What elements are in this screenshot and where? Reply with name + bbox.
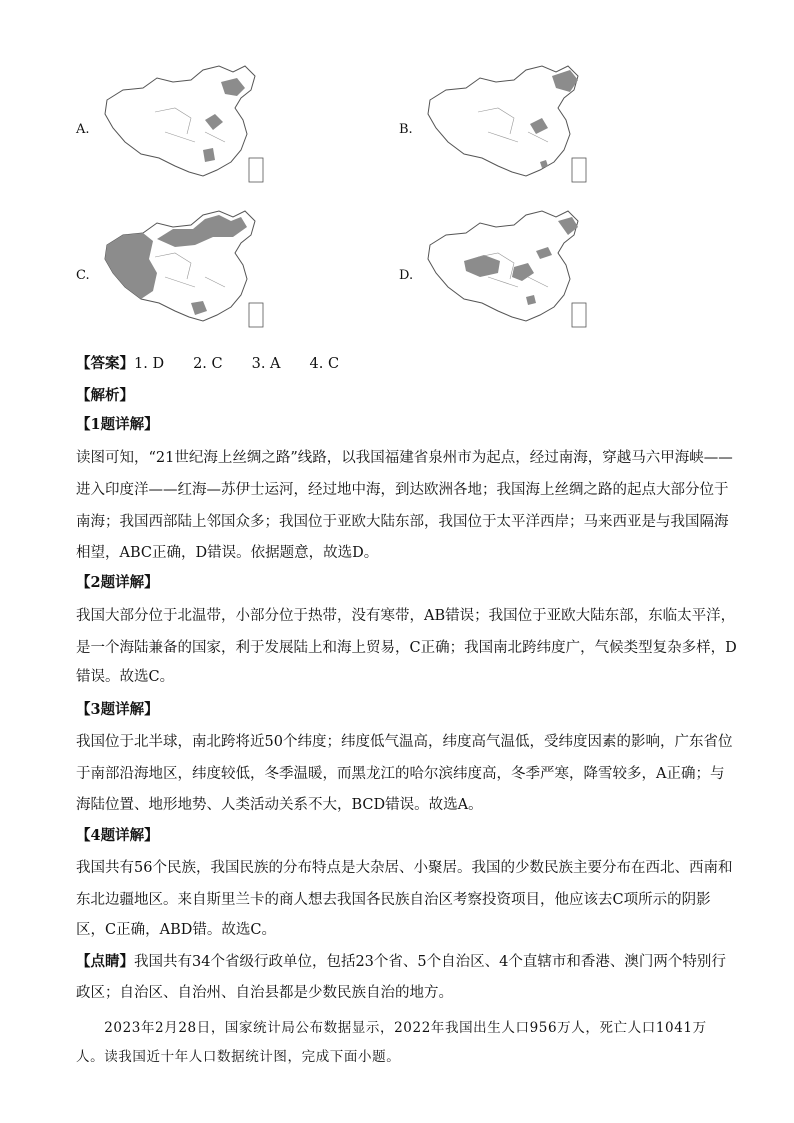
option-a-map	[95, 62, 285, 190]
tip-line-2: 政区；自治区、自治州、自治县都是少数民族自治的地方。	[76, 985, 453, 1001]
option-b-map	[418, 62, 608, 190]
q1-line-3: 南海；我国西部陆上邻国众多；我国位于亚欧大陆东部，我国位于太平洋西岸；马来西亚是与我国隔海	[76, 514, 729, 530]
q1-heading: 【1题详解】	[76, 416, 159, 433]
q3-line-2: 于南部沿海地区，纬度较低，冬季温暖，而黑龙江的哈尔滨纬度高，冬季严寒，降雪较多，A正确；与	[76, 766, 725, 782]
q1-line-1: 读图可知，“21世纪海上丝绸之路”线路，以我国福建省泉州市为起点，经过南海，穿越马六甲海峡——	[76, 450, 733, 466]
china-map-d	[418, 207, 608, 335]
q4-line-2: 东北边疆地区。来自斯里兰卡的商人想去我国各民族自治区考察投资项目，他应该去C项所示的阴影	[76, 892, 711, 908]
analysis-label: 【解析】	[76, 387, 134, 404]
q1-line-4: 相望，ABC正确，D错误。依据题意，故选D。	[76, 545, 379, 561]
q2-line-3: 错误。故选C。	[76, 669, 175, 685]
q4-line-3: 区，C正确，ABD错。故选C。	[76, 922, 276, 938]
q2-line-2: 是一个海陆兼备的国家，利于发展陆上和海上贸易，C正确；我国南北跨纬度广，气候类型复杂多样，D	[76, 640, 737, 656]
china-map-a	[95, 62, 285, 190]
option-a-label: A.	[76, 122, 90, 137]
intro-line-1: 2023年2月28日，国家统计局公布数据显示，2022年我国出生人口956万人，死亡人口1041万	[76, 1020, 707, 1036]
tip-line-1	[76, 952, 726, 972]
option-c-map	[95, 207, 285, 335]
q1-line-2: 进入印度洋——红海—苏伊士运河，经过地中海，到达欧洲各地；我国海上丝绸之路的起点大部分位于	[76, 482, 729, 498]
q3-line-1: 我国位于北半球，南北跨将近50个纬度；纬度低气温高，纬度高气温低，受纬度因素的影响，广东省位	[76, 734, 733, 750]
option-d-map	[418, 207, 608, 335]
china-map-c	[95, 207, 285, 335]
china-map-b	[418, 62, 608, 190]
option-d-label: D.	[399, 268, 414, 283]
tip-label: 【点睛】	[76, 953, 134, 970]
q3-heading: 【3题详解】	[76, 701, 159, 718]
q4-heading: 【4题详解】	[76, 827, 159, 844]
answer-line	[76, 354, 726, 374]
answer-label: 【答案】	[76, 355, 134, 372]
option-c-label: C.	[76, 268, 90, 283]
option-b-label: B.	[399, 122, 413, 137]
intro-line-2: 人。读我国近十年人口数据统计图，完成下面小题。	[76, 1049, 401, 1065]
q2-heading: 【2题详解】	[76, 574, 159, 591]
answer-text: 1. D 2. C 3. A 4. C	[134, 356, 340, 372]
tip-text-1: 我国共有34个省级行政单位，包括23个省、5个自治区、4个直辖市和香港、澳门两个特别行	[134, 954, 726, 970]
q2-line-1: 我国大部分位于北温带，小部分位于热带，没有寒带，AB错误；我国位于亚欧大陆东部，东临太平洋，	[76, 608, 736, 624]
q4-line-1: 我国共有56个民族，我国民族的分布特点是大杂居、小聚居。我国的少数民族主要分布在西北、西南和	[76, 860, 733, 876]
q3-line-3: 海陆位置、地形地势、人类活动关系不大，BCD错误。故选A。	[76, 797, 483, 813]
